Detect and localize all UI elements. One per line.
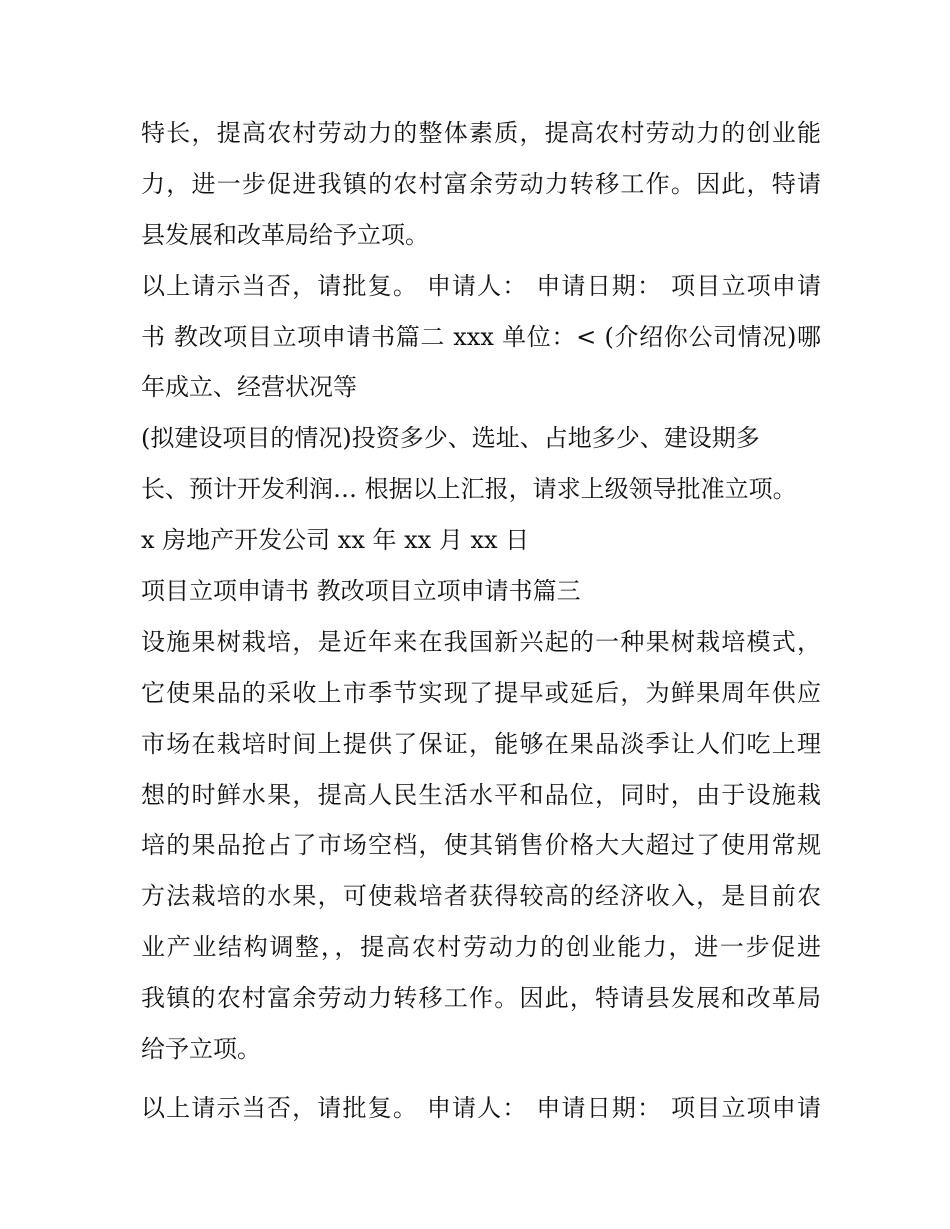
body-text xyxy=(141,108,821,1134)
text-line-12: 它使果品的采收上市季节实现了提早或延后，为鲜果周年供应 xyxy=(141,678,821,707)
text-line-17: 业产业结构调整，，提高农村劳动力的创业能力，进一步促进 xyxy=(141,933,821,962)
text-line-1: 特长，提高农村劳动力的整体素质，提高农村劳动力的创业能 xyxy=(141,119,821,147)
text-line-6: 年成立、经营状况等 xyxy=(141,373,357,402)
text-line-11: 设施果树栽培，是近年来在我国新兴起的一种果树栽培模式， xyxy=(141,627,821,656)
text-line-15: 培的果品抢占了市场空档，使其销售价格大大超过了使用常规 xyxy=(141,831,821,860)
text-line-5: 书 教改项目立项申请书篇二 xxx 单位：< (介绍你公司情况)哪 xyxy=(141,322,821,351)
text-line-10: 项目立项申请书 教改项目立项申请书篇三 xyxy=(141,577,581,606)
text-line-8: 长、预计开发利润… 根据以上汇报，请求上级领导批准立项。 xyxy=(141,475,797,504)
text-line-4: 以上请示当否，请批复。 申请人： 申请日期： 项目立项申请 xyxy=(141,271,821,300)
text-line-2: 力，进一步促进我镇的农村富余劳动力转移工作。因此，特请 xyxy=(141,169,821,198)
text-line-19: 给予立项。 xyxy=(141,1035,261,1064)
text-line-9: x 房地产开发公司 xx 年 xx 月 xx 日 xyxy=(141,526,530,555)
text-line-14: 想的时鲜水果，提高人民生活水平和品位，同时，由于设施栽 xyxy=(141,780,821,809)
text-line-13: 市场在栽培时间上提供了保证，能够在果品淡季让人们吃上理 xyxy=(141,729,821,758)
text-line-18: 我镇的农村富余劳动力转移工作。因此，特请县发展和改革局 xyxy=(141,984,821,1013)
text-line-16: 方法栽培的水果，可使栽培者获得较高的经济收入，是目前农 xyxy=(141,882,821,911)
text-line-7: (拟建设项目的情况)投资多少、选址、占地多少、建设期多 xyxy=(141,424,760,453)
text-line-3: 县发展和改革局给予立项。 xyxy=(141,220,429,249)
text-line-20: 以上请示当否，请批复。 申请人： 申请日期： 项目立项申请 xyxy=(141,1093,821,1122)
